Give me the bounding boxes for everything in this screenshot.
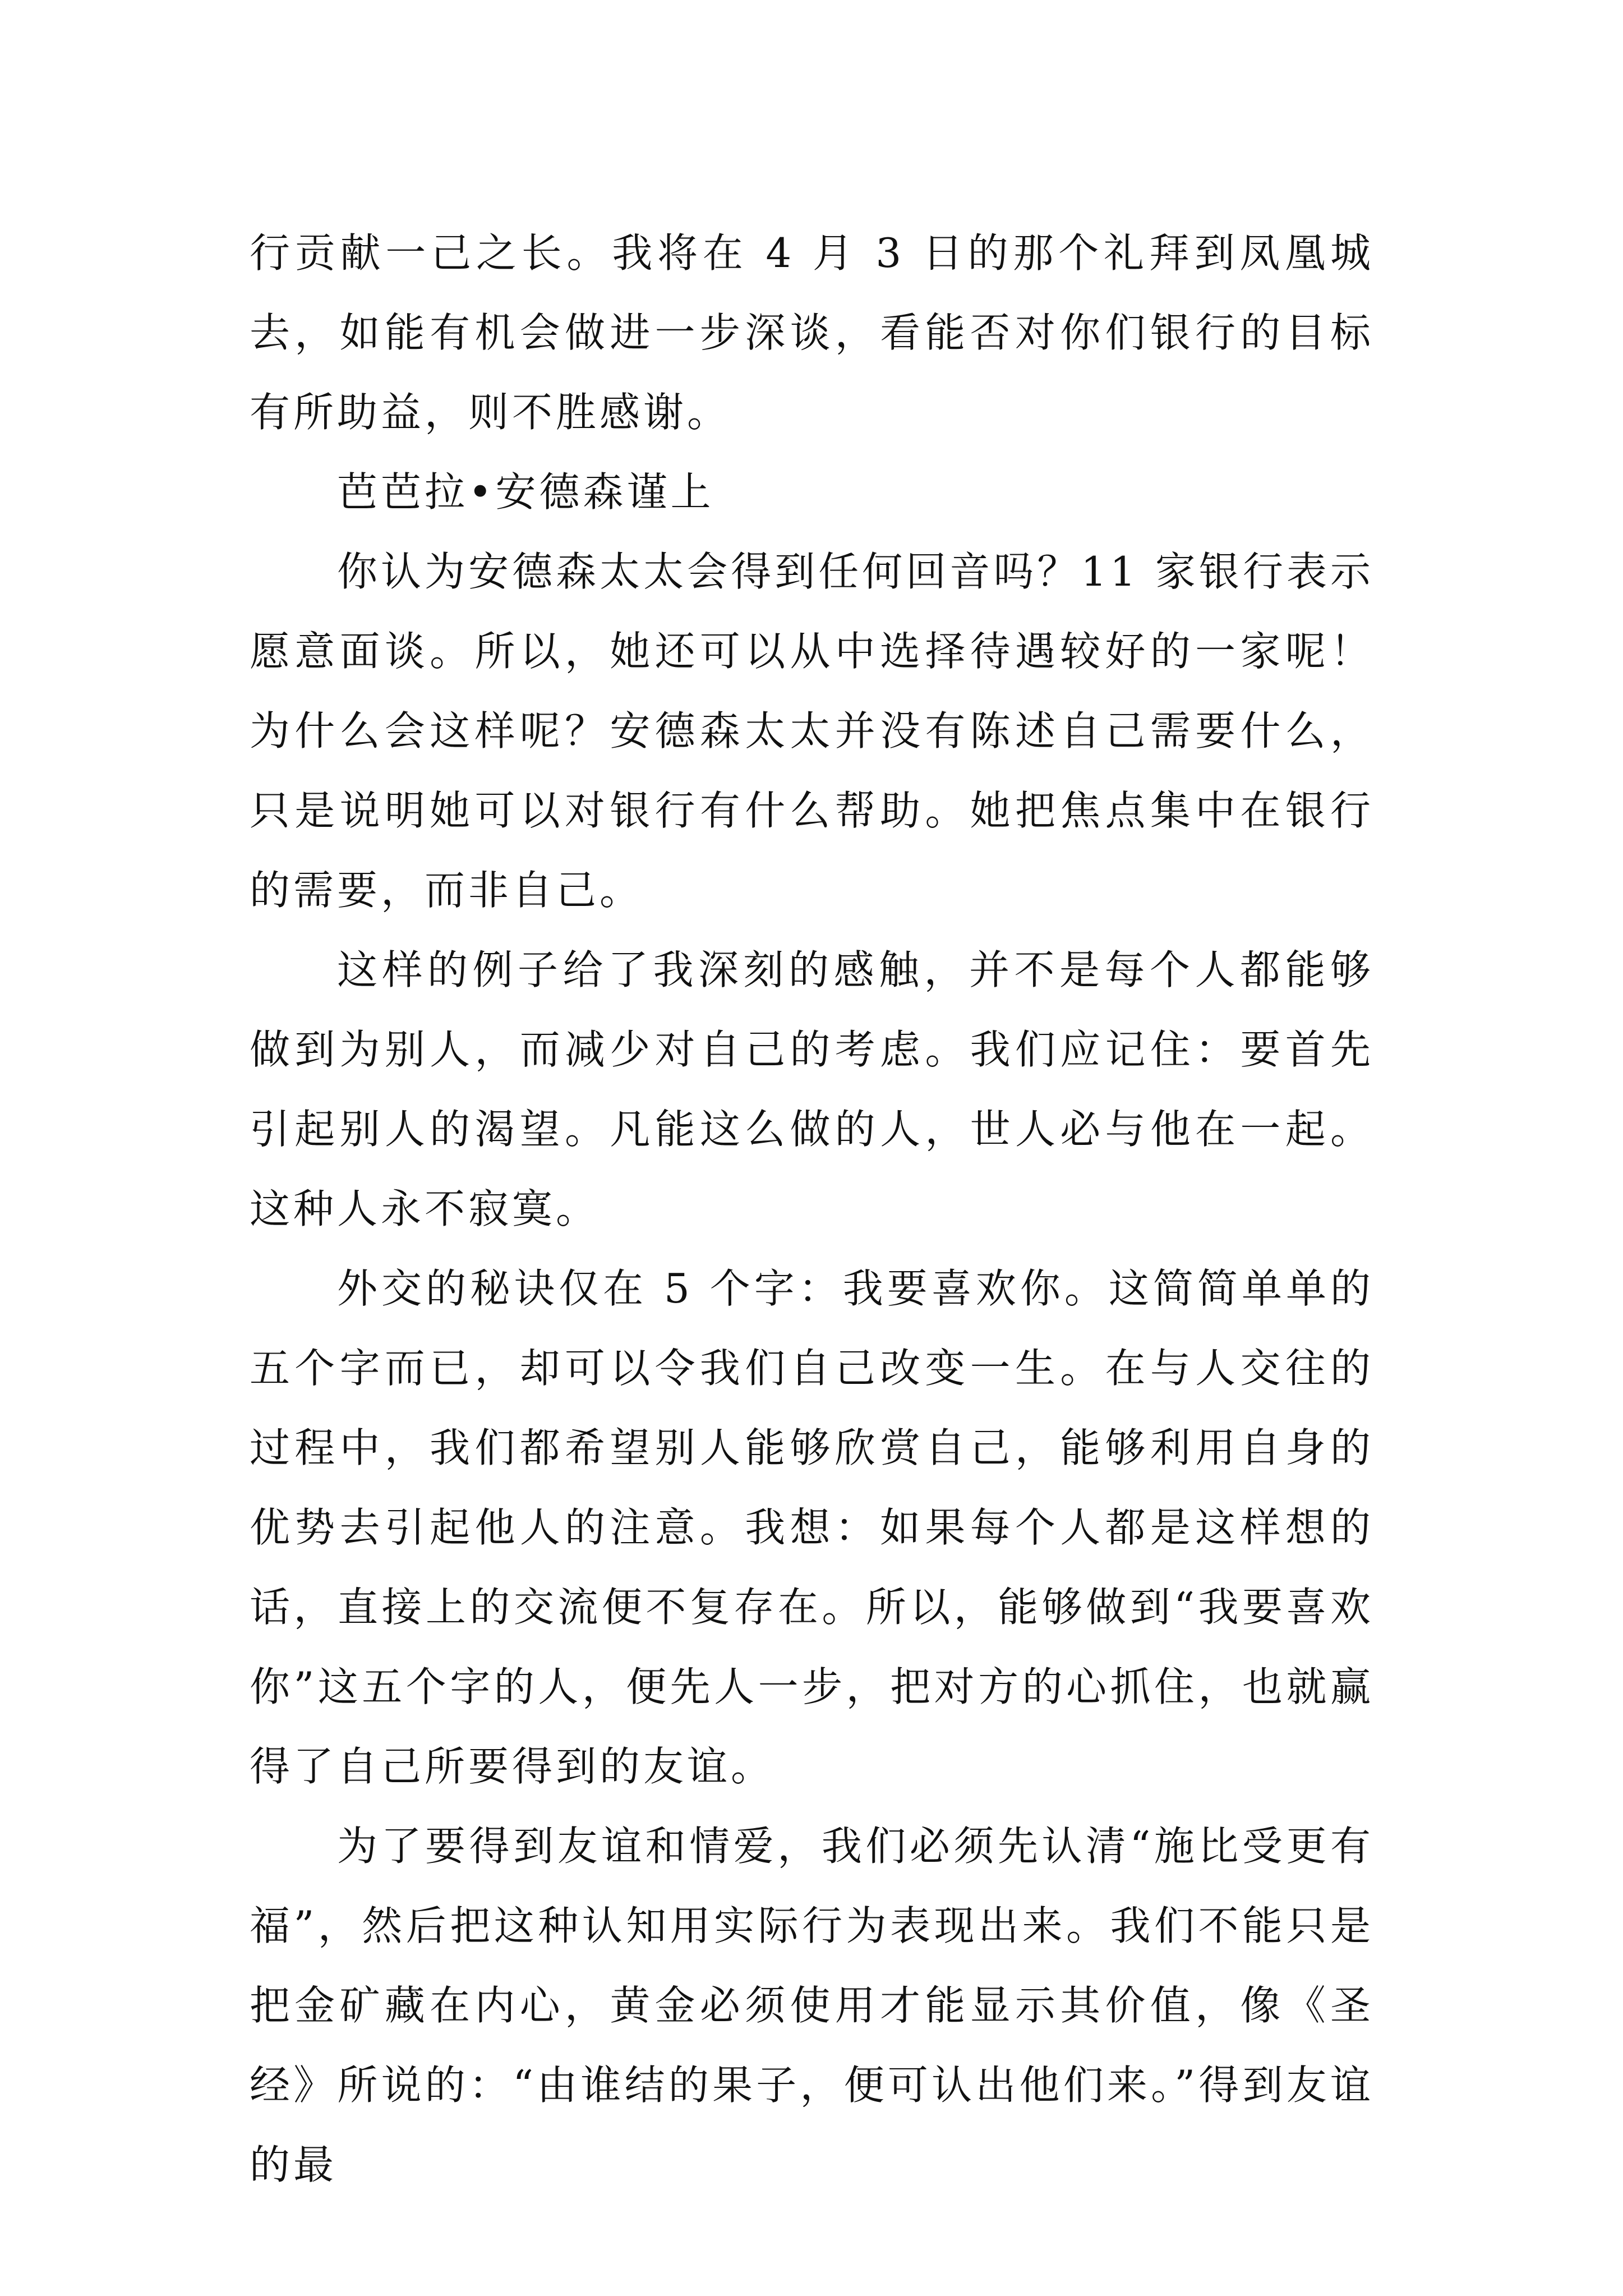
paragraph: 你认为安德森太太会得到任何回音吗？11 家银行表示愿意面谈。所以，她还可以从中选择待遇较好的一家呢！为什么会这样呢？安德森太太并没有陈述自己需要什么，只是说明她可以对银行有什么帮助。她把焦点集中在银行的需要，而非自己。 xyxy=(250,548,1374,914)
signature-line: 芭芭拉•安德森谨上 xyxy=(337,468,714,516)
paragraph-continuation: 行贡献一己之长。我将在 4 月 3 日的那个礼拜到凤凰城去，如能有机会做进一步深谈，看能否对你们银行的目标有所助益，则不胜感谢。 xyxy=(250,229,1374,436)
document-body xyxy=(250,213,1374,2205)
paragraph: 这样的例子给了我深刻的感触，并不是每个人都能够做到为别人，而减少对自己的考虑。我们应记住：要首先引起别人的渴望。凡能这么做的人，世人必与他在一起。这种人永不寂寞。 xyxy=(250,946,1374,1232)
paragraph: 为了要得到友谊和情爱，我们必须先认清“施比受更有福”，然后把这种认知用实际行为表现出来。我们不能只是把金矿藏在内心，黄金必须使用才能显示其价值，像《圣经》所说的：“由谁结的果子，便可认出他们来。”得到友谊的最 xyxy=(250,1823,1374,2188)
paragraph: 外交的秘诀仅在 5 个字：我要喜欢你。这简简单单的五个字而已，却可以令我们自己改变一生。在与人交往的过程中，我们都希望别人能够欣赏自己，能够利用自身的优势去引起他人的注意。我想：如果每个人都是这样想的话，直接上的交流便不复存在。所以，能够做到“我要喜欢你”这五个字的人，便先人一步，把对方的心抓住，也就赢得了自己所要得到的友谊。 xyxy=(250,1265,1374,1790)
